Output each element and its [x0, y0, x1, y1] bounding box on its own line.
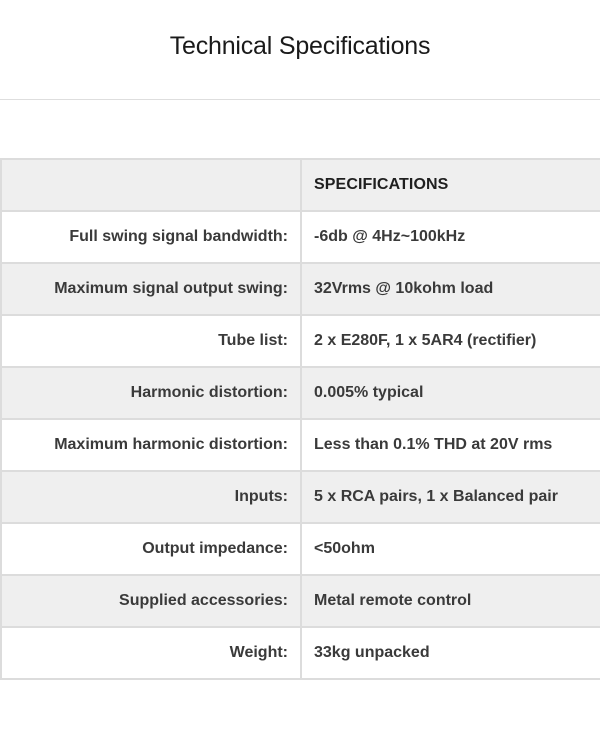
table-row [1, 575, 600, 627]
title-divider [0, 99, 600, 100]
table-row [1, 315, 600, 367]
table-row [1, 471, 600, 523]
spec-value: <50ohm [301, 523, 600, 575]
spec-value: 5 x RCA pairs, 1 x Balanced pair [301, 471, 600, 523]
spec-label: Maximum harmonic distortion: [1, 419, 301, 471]
spec-label: Full swing signal bandwidth: [1, 211, 301, 263]
spec-label: Maximum signal output swing: [1, 263, 301, 315]
table-row [1, 367, 600, 419]
spec-value: Metal remote control [301, 575, 600, 627]
table-header-row [1, 159, 600, 211]
spec-value: Less than 0.1% THD at 20V rms [301, 419, 600, 471]
table-row [1, 211, 600, 263]
spec-value: 33kg unpacked [301, 627, 600, 679]
table-row [1, 523, 600, 575]
table-row [1, 263, 600, 315]
spec-label: Inputs: [1, 471, 301, 523]
page-title: Technical Specifications [169, 32, 431, 60]
spec-label: Output impedance: [1, 523, 301, 575]
specifications-table [0, 158, 600, 680]
spec-value: 2 x E280F, 1 x 5AR4 (rectifier) [301, 315, 600, 367]
table-row [1, 419, 600, 471]
spec-value: -6db @ 4Hz~100kHz [301, 211, 600, 263]
spec-value: 0.005% typical [301, 367, 600, 419]
spec-label: Weight: [1, 627, 301, 679]
spec-label: Tube list: [1, 315, 301, 367]
header-label-cell [1, 159, 301, 211]
spec-value: 32Vrms @ 10kohm load [301, 263, 600, 315]
spec-label: Supplied accessories: [1, 575, 301, 627]
spec-label: Harmonic distortion: [1, 367, 301, 419]
header-specifications-cell: SPECIFICATIONS [301, 159, 600, 211]
table-row [1, 627, 600, 679]
